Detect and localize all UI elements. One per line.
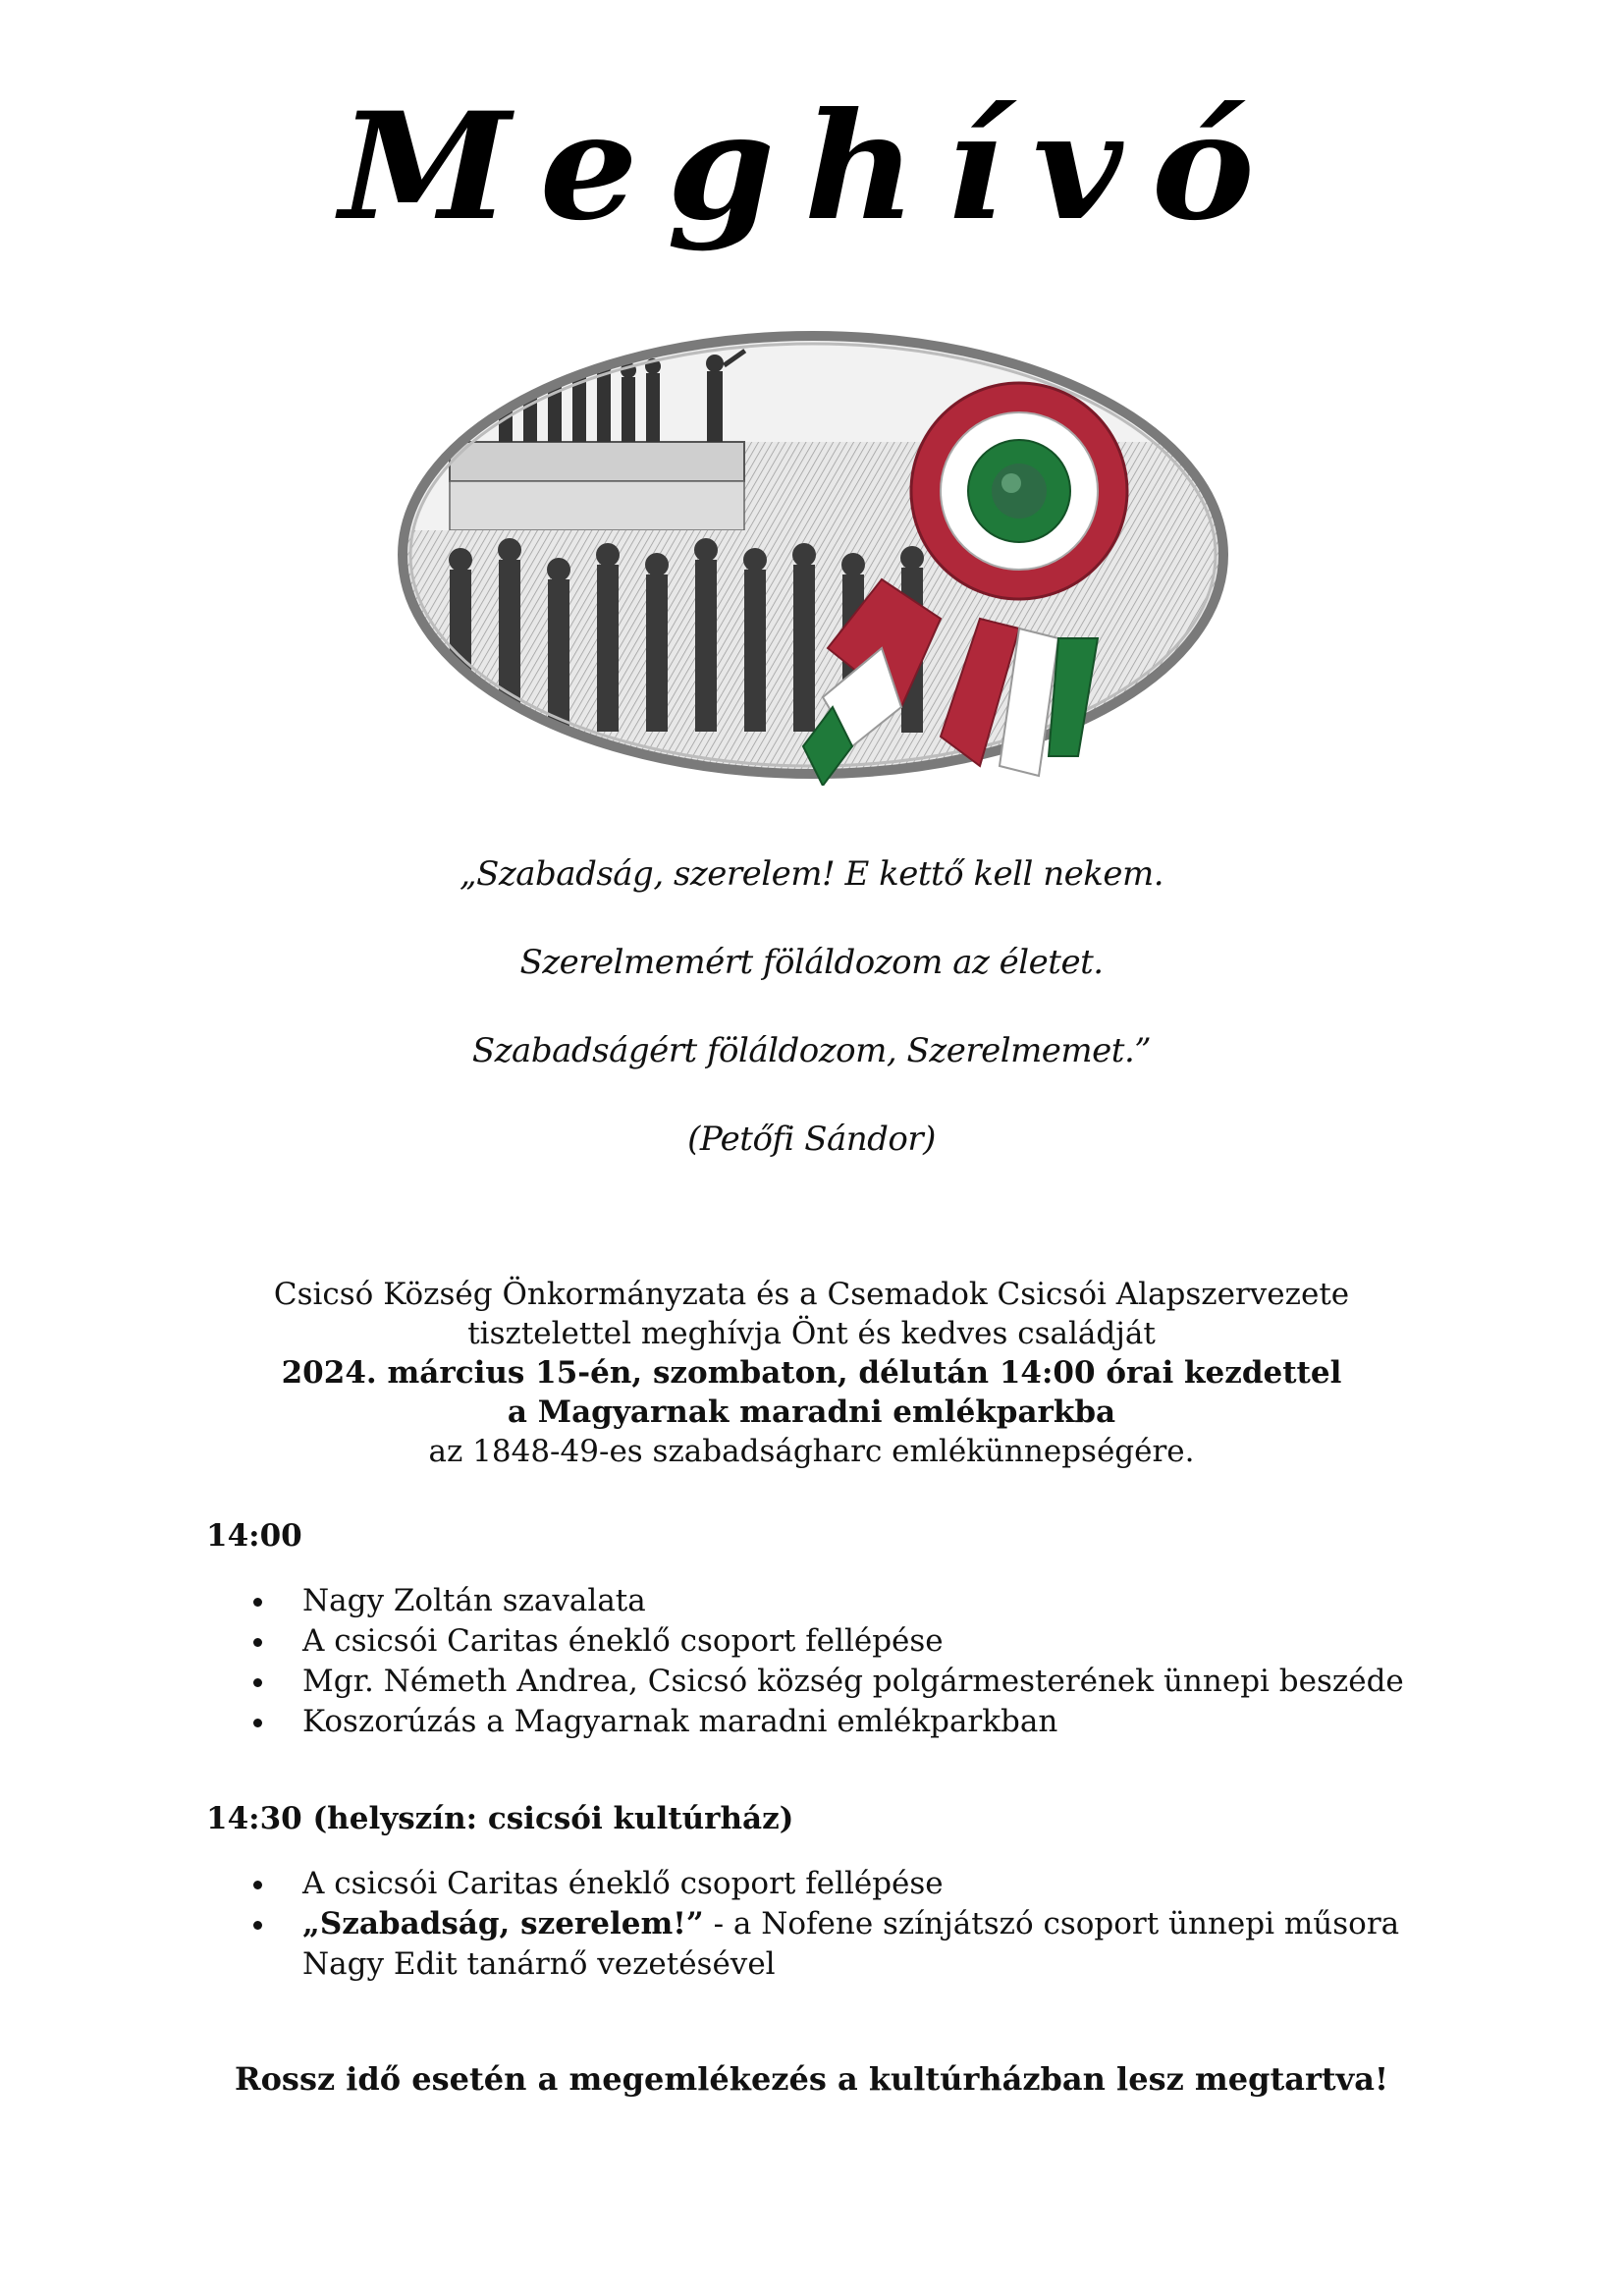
performance-leader: Nagy Edit tanárnő vezetésével: [302, 1946, 776, 1982]
crowd-scene-image: [391, 324, 1235, 786]
program-list-1: [245, 1581, 1404, 1742]
invitation-line-5: az 1848-49-es szabadságharc emlékünnepségére.: [428, 1434, 1195, 1469]
list-item: Mgr. Németh Andrea, Csicsó község polgármesterének ünnepi beszéde: [245, 1662, 1404, 1702]
quote-author: (Petőfi Sándor): [687, 1120, 936, 1159]
invitation-date: 2024. március 15-én, szombaton, délután 14:00 órai kezdettel: [281, 1355, 1342, 1391]
program-list-2: [245, 1864, 1399, 1985]
performance-title: „Szabadság, szerelem!”: [302, 1906, 704, 1941]
quote-line-1: „Szabadság, szerelem! E kettő kell nekem.: [459, 854, 1164, 894]
invitation-text: [0, 1275, 1623, 1471]
quote-line-3: Szabadságért föláldozom, Szerelmemet.”: [471, 1031, 1152, 1070]
weather-notice: Rossz idő esetén a megemlékezés a kultúrházban lesz megtartva!: [234, 2060, 1389, 2098]
invitation-venue: a Magyarnak maradni emlékparkba: [507, 1394, 1116, 1430]
invitation-line-2: tisztelettel meghívja Önt és kedves családját: [467, 1316, 1156, 1351]
program-time-2: 14:30 (helyszín: csicsói kultúrház): [206, 1801, 794, 1836]
performance-desc: - a Nofene színjátszó csoport ünnepi műsora: [703, 1906, 1400, 1941]
quote-line-2: Szerelmemért föláldozom az életet.: [519, 943, 1104, 982]
list-item: Koszorúzás a Magyarnak maradni emlékparkban: [245, 1702, 1404, 1742]
invitation-line-1: Csicsó Község Önkormányzata és a Csemadok Csicsói Alapszervezete: [273, 1277, 1350, 1312]
program-time-1: 14:00: [206, 1518, 302, 1554]
list-item: A csicsói Caritas éneklő csoport fellépése: [245, 1621, 1404, 1662]
list-item: [245, 1904, 1399, 1985]
invitation-title: Meghívó: [339, 81, 1284, 253]
list-item: Nagy Zoltán szavalata: [245, 1581, 1404, 1621]
historical-illustration: [391, 324, 1235, 786]
list-item: A csicsói Caritas éneklő csoport fellépése: [245, 1864, 1399, 1904]
